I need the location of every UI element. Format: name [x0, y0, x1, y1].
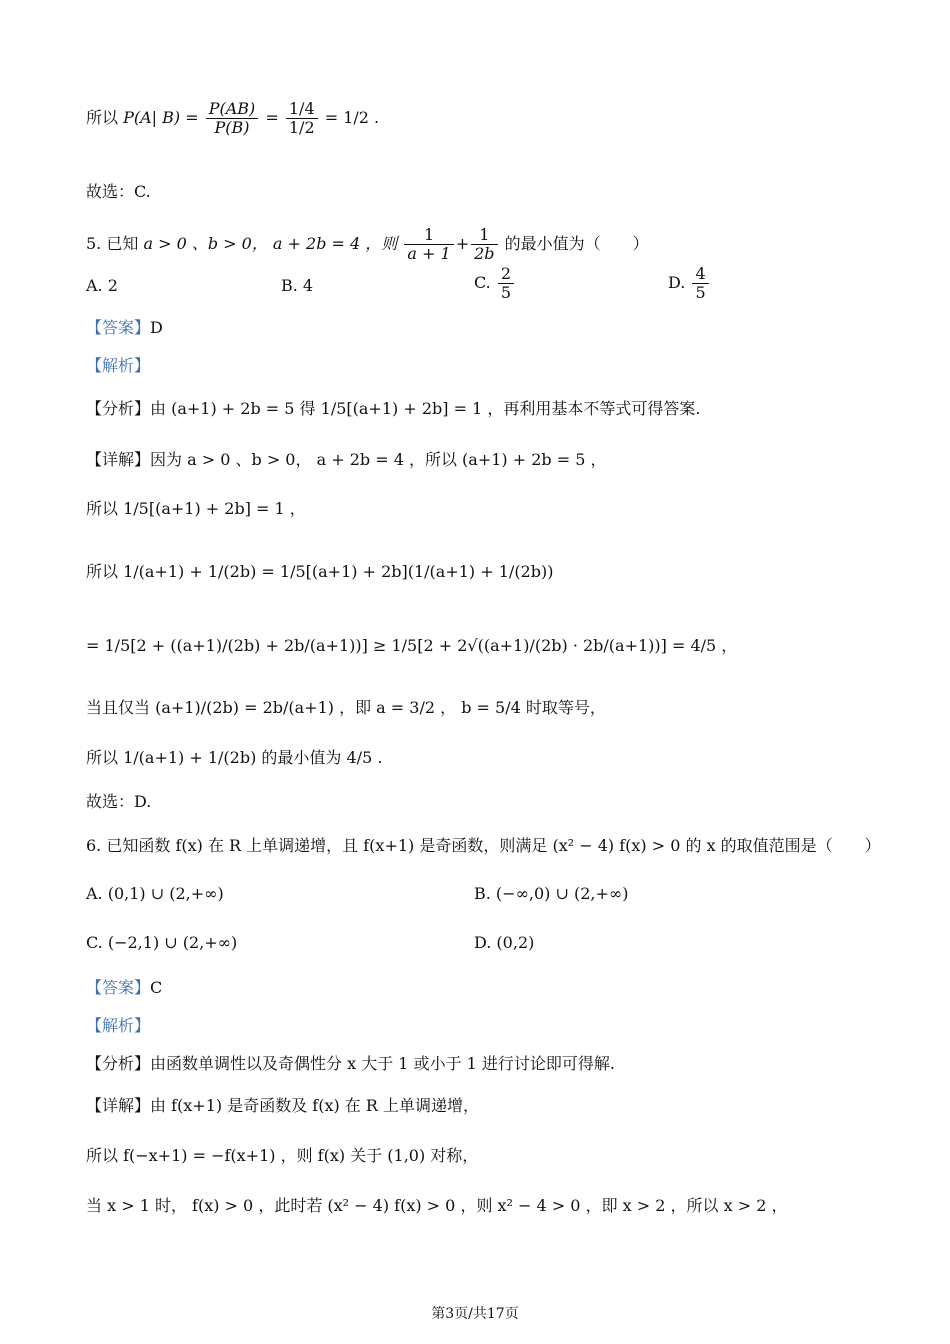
question-6-stem: 6. 已知函数 f(x) 在 R 上单调递增，且 f(x+1) 是奇函数，则满足 (x² − 4) f(x) > 0 的 x 的取值范围是（ ） — [86, 836, 881, 855]
fraction-1-a1 — [404, 226, 453, 263]
answer-tag: 【答案】 — [86, 318, 151, 337]
q5-option-d — [668, 265, 711, 302]
q5-conclusion: 故选：D. — [86, 792, 152, 811]
denominator: 1/2 — [288, 118, 315, 137]
denominator: 2b — [474, 244, 495, 263]
numerator: 1 — [471, 226, 497, 245]
q6-option-a: A. (0,1) ∪ (2,+∞) — [86, 884, 224, 903]
line-answer-c: 故选：C. — [86, 182, 151, 201]
xiangjie-tag: 【详解】 — [86, 450, 151, 469]
xiangjie-text: 因为 a > 0 、b > 0， a + 2b = 4 ，所以 (a+1) + 2b = 5 ， — [150, 450, 607, 469]
numerator: 2 — [498, 265, 514, 284]
q5-ask: 的最小值为（ ） — [504, 234, 649, 253]
q5-analysis-tag: 【解析】 — [86, 356, 151, 375]
q5-xiangjie — [86, 450, 607, 470]
q5-option-a: A. 2 — [86, 276, 118, 295]
math-expr: P(A| B) = — [123, 108, 199, 127]
q5-fenxi — [86, 399, 700, 419]
fraction-1-2b — [471, 226, 497, 263]
fenxi-tag: 【分析】 — [86, 399, 151, 418]
answer-tag: 【答案】 — [86, 978, 151, 997]
numerator: 4 — [692, 265, 708, 284]
answer-value: D — [150, 318, 163, 337]
q6-answer — [86, 978, 162, 998]
q5-step-3: = 1/5[2 + ((a+1)/(2b) + 2b/(a+1))] ≥ 1/5[2 + 2√((a+1)/(2b) · 2b/(a+1))] = 4/5 ， — [86, 636, 738, 655]
numerator: P(AB) — [206, 100, 259, 119]
q6-option-c: C. (−2,1) ∪ (2,+∞) — [86, 933, 238, 952]
option-label: D. — [668, 273, 686, 292]
q6-step-1: 所以 f(−x+1) = −f(x+1) ，则 f(x) 关于 (1,0) 对称， — [86, 1146, 479, 1165]
fraction-4-5 — [692, 265, 708, 302]
q5-step-5: 所以 1/(a+1) + 1/(2b) 的最小值为 4/5 . — [86, 748, 383, 767]
q6-option-d: D. (0,2) — [474, 933, 535, 952]
q6-option-b: B. (−∞,0) ∪ (2,+∞) — [474, 884, 629, 903]
denominator: a + 1 — [407, 244, 451, 263]
q5-number: 5. 已知 — [86, 234, 139, 253]
q5-answer — [86, 318, 163, 338]
q5-step-1: 所以 1/5[(a+1) + 2b] = 1 ， — [86, 499, 306, 518]
page-footer: 第3页/共17页 — [431, 1306, 519, 1322]
math-result: = 1/2 . — [324, 108, 380, 127]
numerator: 1/4 — [286, 100, 318, 119]
xiangjie-text: 由 f(x+1) 是奇函数及 f(x) 在 R 上单调递增， — [150, 1096, 480, 1115]
fraction-pab-pb — [206, 100, 259, 137]
fraction-quarter-half — [286, 100, 318, 137]
denominator: 5 — [500, 283, 512, 302]
q6-fenxi — [86, 1054, 615, 1074]
fenxi-text: 由 (a+1) + 2b = 5 得 1/5[(a+1) + 2b] = 1 ，再利用基本不等式可得答案. — [150, 399, 701, 418]
denominator: 5 — [695, 283, 706, 302]
numerator: 1 — [404, 226, 453, 245]
line-conditional-probability: 所以 P(A| B) = $\frac{P(AB)}{P(B)}$ = $\frac{1/4}{1/2}$ = 1/2 . — [86, 99, 380, 137]
text-prefix: 所以 — [86, 108, 119, 127]
q6-analysis-tag: 【解析】 — [86, 1016, 151, 1035]
answer-value: C — [150, 978, 163, 997]
q5-option-c — [474, 265, 516, 302]
denominator: P(B) — [214, 118, 250, 137]
q6-step-2: 当 x > 1 时， f(x) > 0 ，此时若 (x² − 4) f(x) > 0 ，则 x² − 4 > 0 ，即 x > 2 ，所以 x > 2 ， — [86, 1196, 788, 1215]
q6-xiangjie — [86, 1096, 479, 1116]
fenxi-tag: 【分析】 — [86, 1054, 151, 1073]
fenxi-text: 由函数单调性以及奇偶性分 x 大于 1 或小于 1 进行讨论即可得解. — [150, 1054, 616, 1073]
q5-option-b: B. 4 — [281, 276, 314, 295]
question-5-stem: 5. 已知 a > 0 、b > 0， a + 2b = 4 ，则 $\frac{1}{a + 1}$ + $\frac{1}{2b}$ 的最小值为（ ） — [86, 225, 649, 263]
q5-step-2: 所以 1/(a+1) + 1/(2b) = 1/5[(a+1) + 2b](1/(a+1) + 1/(2b)) — [86, 562, 554, 581]
fraction-2-5 — [498, 265, 514, 302]
q5-step-4: 当且仅当 (a+1)/(2b) = 2b/(a+1) ，即 a = 3/2 ， b = 5/4 时取等号， — [86, 698, 606, 717]
option-label: C. — [474, 273, 491, 292]
q5-conditions: a > 0 、b > 0， a + 2b = 4 ，则 — [143, 234, 398, 253]
xiangjie-tag: 【详解】 — [86, 1096, 151, 1115]
